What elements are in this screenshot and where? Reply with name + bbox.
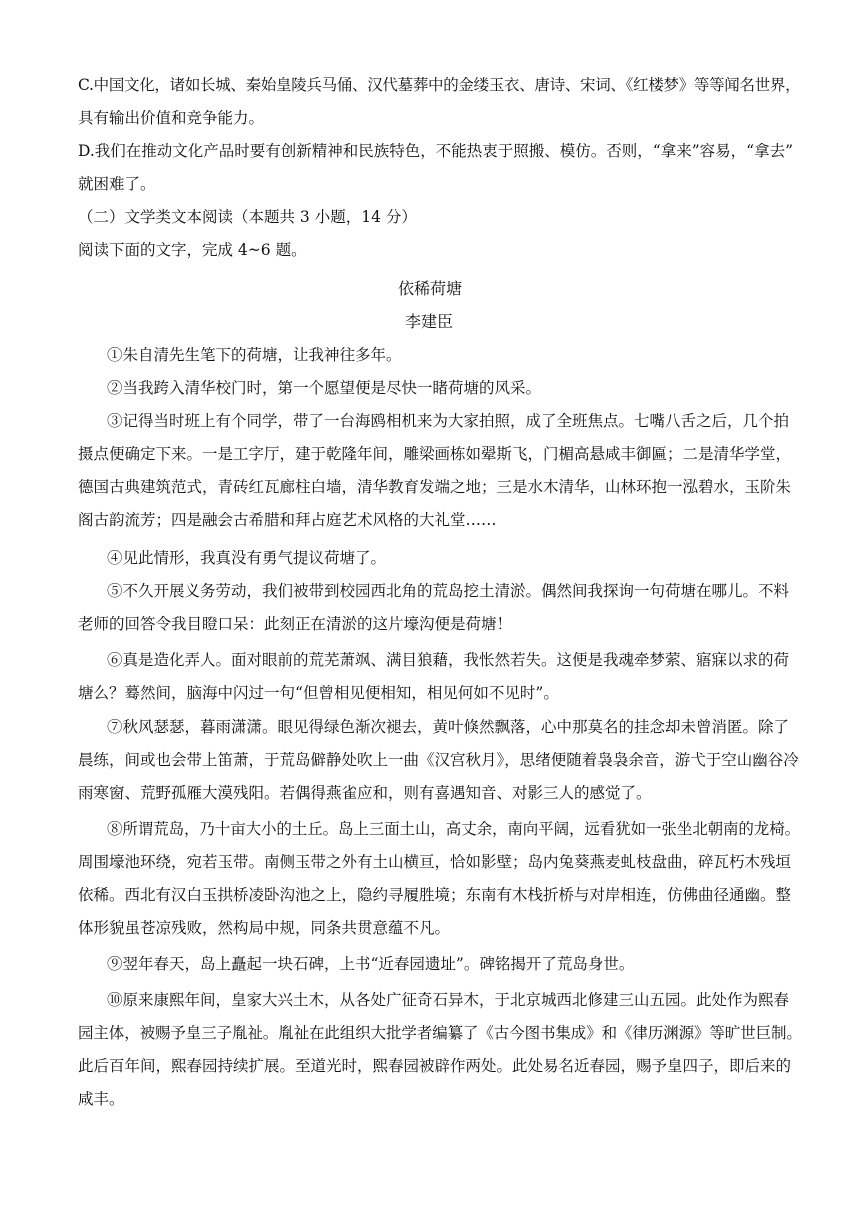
article-line: ②当我跨入清华校门时，第一个愿望便是尽快一睹荷塘的风采。 [107, 379, 542, 397]
article-line: ⑧所谓荒岛，乃十亩大小的土丘。岛上三面土山，高丈余，南向平阔，远看犹如一张坐北朝南的龙椅。 [107, 820, 801, 838]
section-header: （二）文学类文本阅读（本题共 3 小题，14 分） [78, 208, 417, 226]
article-title: 依稀荷塘 [398, 279, 463, 298]
option-d-line-2: 就困难了。 [78, 175, 156, 193]
article-line: ⑥真是造化弄人。面对眼前的荒芜萧飒、满目狼藉，我怅然若失。这便是我魂牵梦萦、寤寐以求的荷 [107, 651, 790, 669]
article-author: 李建臣 [405, 312, 454, 331]
article-line: ⑨翌年春天，岛上矗起一块石碑，上书“近春园遗址”。碑铭揭开了荒岛身世。 [107, 955, 635, 973]
option-c-line-2: 具有输出价值和竞争能力。 [78, 109, 265, 127]
article-line: ⑤不久开展义务劳动，我们被带到校园西北角的荒岛挖土清淤。偶然间我探询一句荷塘在哪儿。不料 [107, 582, 790, 600]
article-line: 德国古典建筑范式，青砖红瓦廊柱白墙，清华教育发端之地；三是水木清华，山林环抱一泓碧水，玉阶朱 [78, 478, 792, 496]
article-line: 依稀。西北有汉白玉拱桥凌卧沟池之上，隐约寻履胜境；东南有木栈折桥与对岸相连，仿佛曲径通幽。整 [78, 886, 792, 904]
option-c-line-1: C.中国文化，诸如长城、秦始皇陵兵马俑、汉代墓葬中的金缕玉衣、唐诗、宋词、《红楼梦》等等闻名世界， [78, 76, 801, 94]
article-line: 此后百年间，熙春园持续扩展。至道光时，熙春园被辟作两处。此处易名近春园，赐予皇四子，即后来的 [78, 1057, 792, 1075]
article-line: ⑩原来康熙年间，皇家大兴土木，从各处广征奇石异木，于北京城西北修建三山五园。此处作为熙春 [107, 991, 790, 1009]
article-line: 周围壕池环绕，宛若玉带。南侧玉带之外有土山横亘，恰如影壁；岛内兔葵燕麦虬枝盘曲，碎瓦朽木残垣 [78, 853, 792, 871]
article-line: 老师的回答令我目瞪口呆：此刻正在清淤的这片壕沟便是荷塘！ [78, 615, 513, 633]
article-line: 摄点便确定下来。一是工字厅，建于乾隆年间，雕梁画栋如翚斯飞，门楣高悬咸丰御匾；二是清华学堂， [78, 445, 792, 463]
article-line: 园主体，被赐予皇三子胤祉。胤祉在此组织大批学者编纂了《古今图书集成》和《律历渊源》等旷世巨制。 [78, 1024, 802, 1042]
article-line: 塘么？蓦然间，脑海中闪过一句“但曾相见便相知，相见何如不见时”。 [78, 684, 559, 702]
option-d-line-1: D.我们在推动文化产品时要有创新精神和民族特色，不能热衷于照搬、模仿。否则，“拿来”容易，“拿去” [78, 142, 794, 160]
article-line: 阁古韵流芳；四是融会古希腊和拜占庭艺术风格的大礼堂…… [78, 511, 497, 529]
article-line: ③记得当时班上有个同学，带了一台海鸥相机来为大家拍照，成了全班焦点。七嘴八舌之后，几个拍 [107, 412, 790, 430]
article-line: 晨练，间或也会带上笛萧，于荒岛僻静处吹上一曲《汉宫秋月》，思绪便随着袅袅余音，游弋于空山幽谷冷 [78, 751, 799, 769]
article-line: ④见此情形，我真没有勇气提议荷塘了。 [107, 549, 387, 567]
article-line: 咸丰。 [78, 1090, 125, 1108]
article-line: ①朱自清先生笔下的荷塘，让我神往多年。 [107, 346, 402, 364]
article-line: 体形貌虽苍凉残败，然构局中规，同条共贯意蕴不凡。 [78, 919, 451, 937]
article-line: 雨寒窗、荒野孤雁大漠残阳。若偶得燕雀应和，则有喜遇知音、对影三人的感觉了。 [78, 784, 652, 802]
article-line: ⑦秋风瑟瑟，暮雨潇潇。眼见得绿色渐次褪去，黄叶倏然飘落，心中那莫名的挂念却未曾消匿。除了 [107, 718, 790, 736]
reading-instruction: 阅读下面的文字，完成 4~6 题。 [78, 241, 307, 259]
